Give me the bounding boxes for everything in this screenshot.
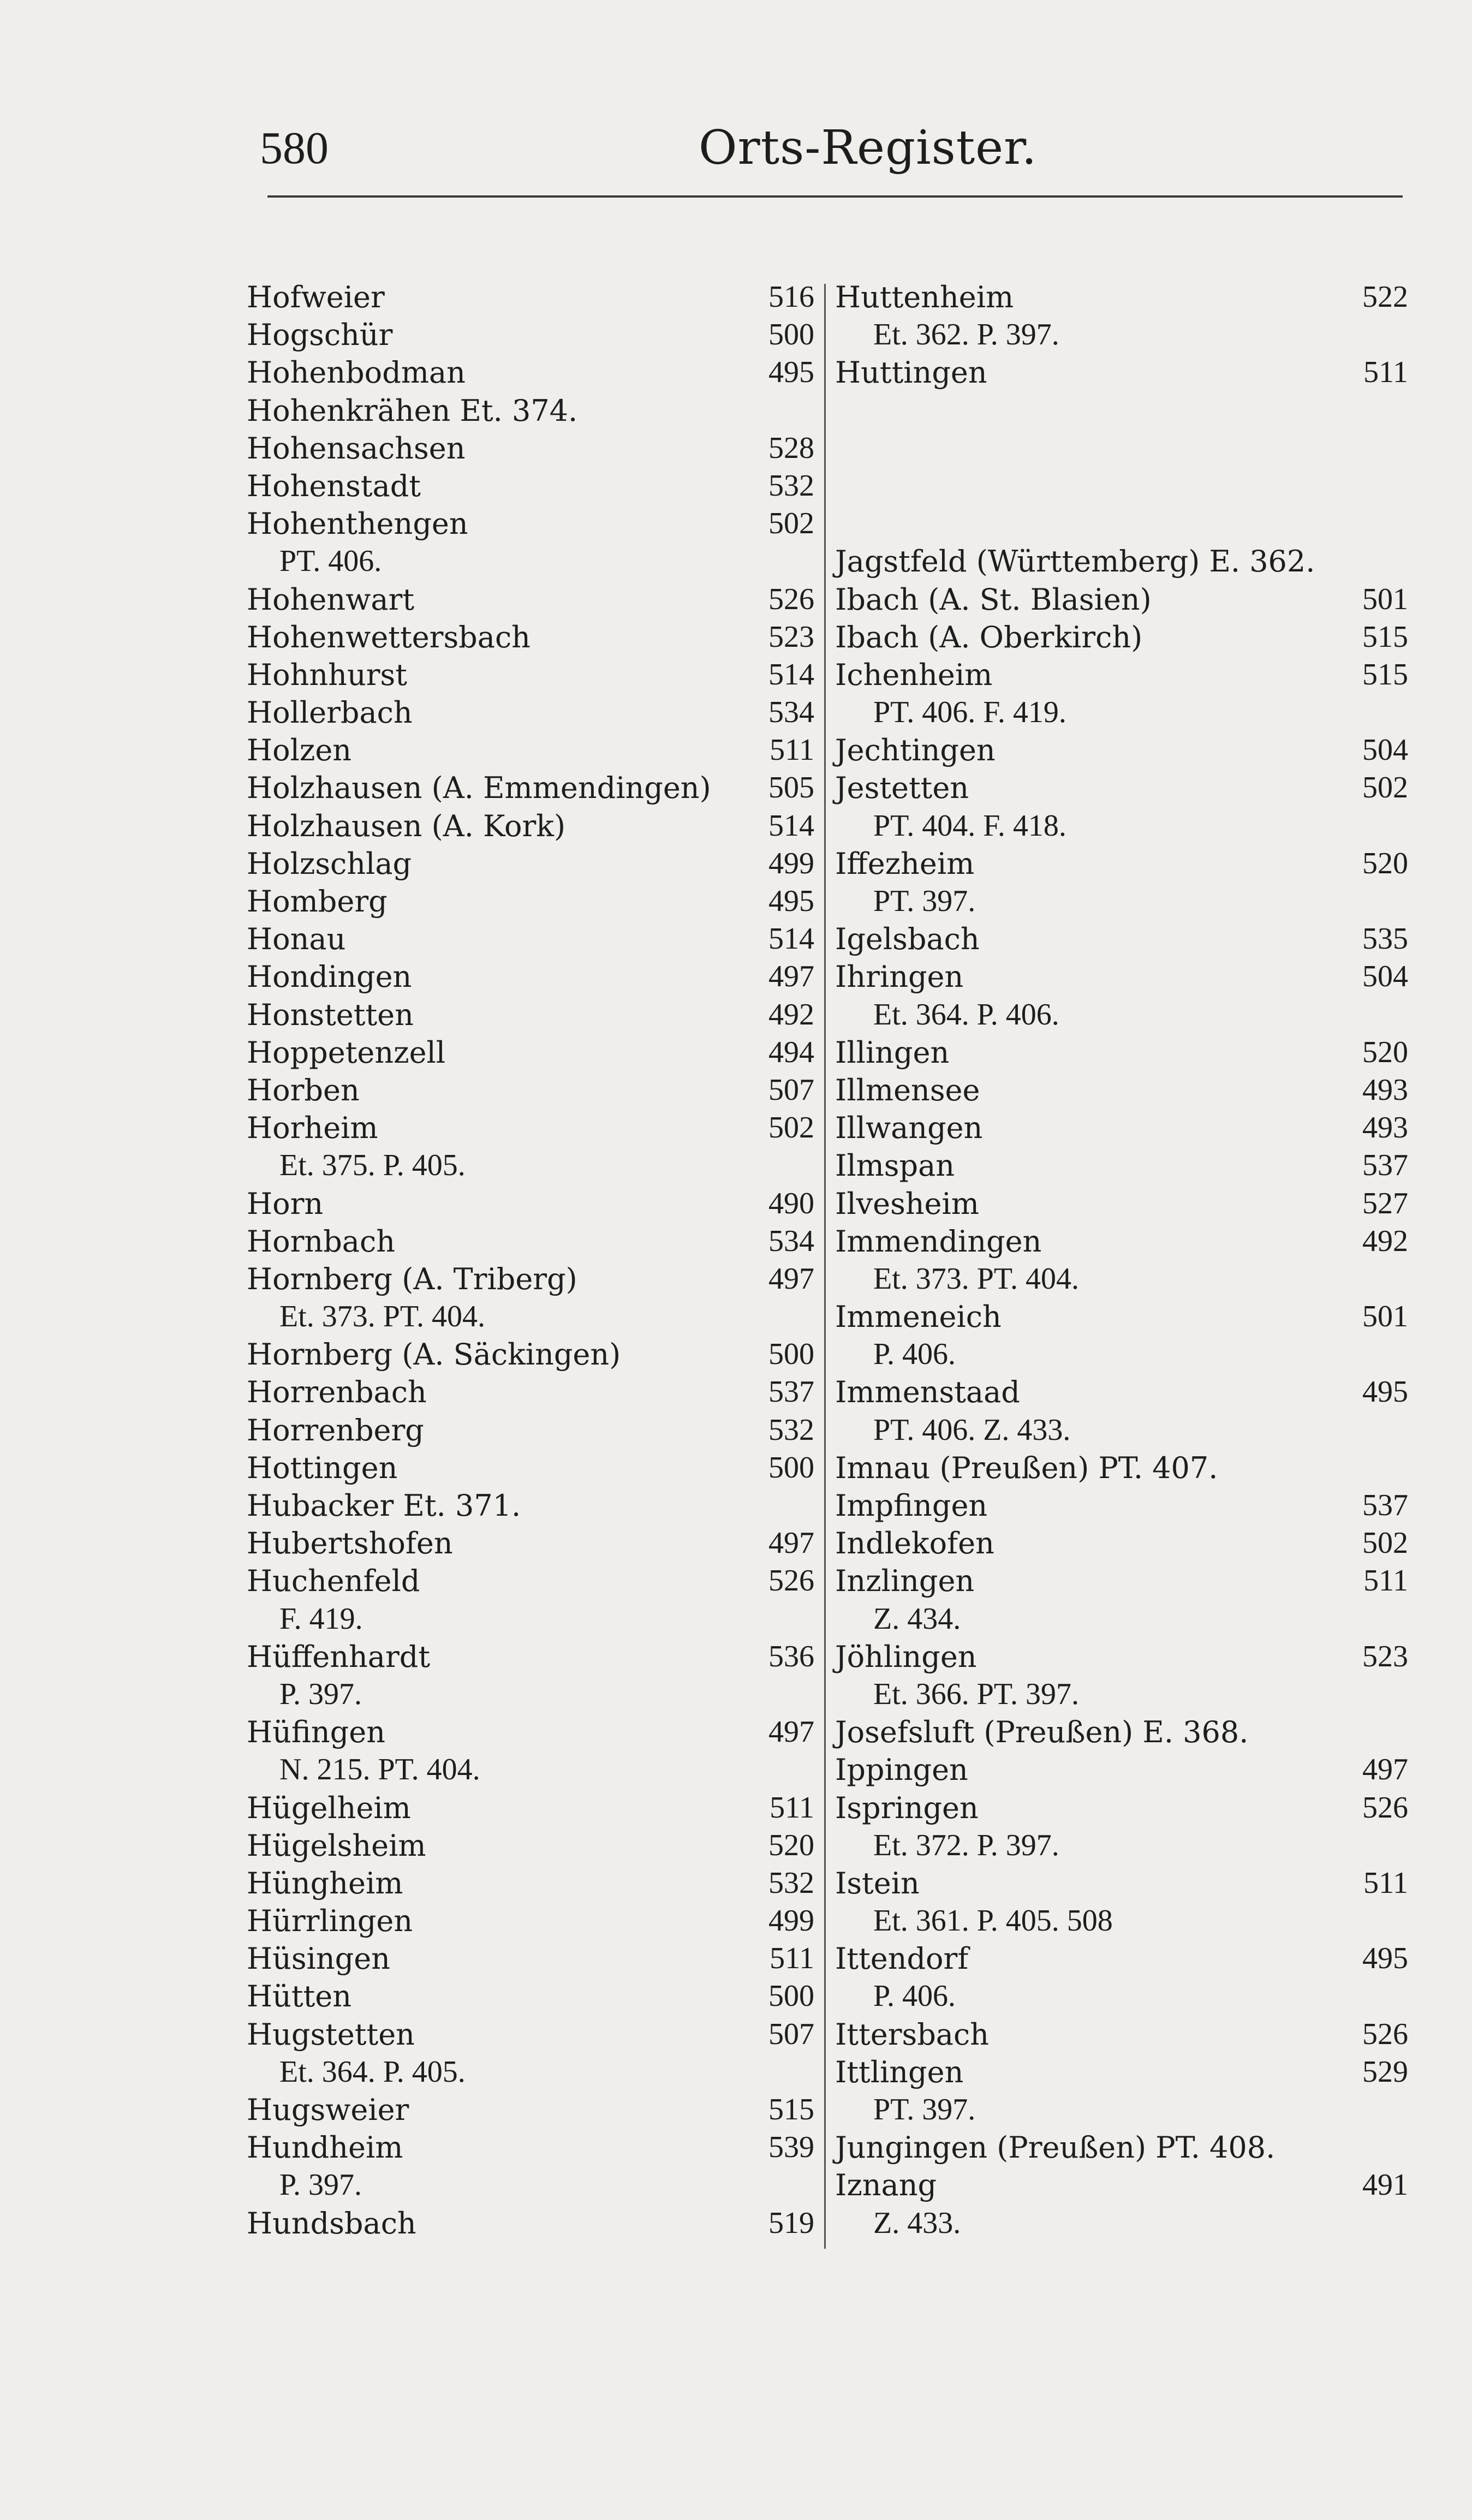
place-name: Ibach (A. Oberkirch) xyxy=(835,619,1143,654)
page-reference: 502 xyxy=(768,507,814,541)
place-name: Hüngheim xyxy=(247,1866,403,1901)
index-subentry xyxy=(247,543,814,580)
index-subentry xyxy=(835,1260,1408,1298)
place-name: Et. 364. P. 405. xyxy=(279,2054,466,2089)
place-name: Ilvesheim xyxy=(835,1186,979,1221)
place-name: PT. 406. xyxy=(279,544,382,579)
page-reference: 526 xyxy=(1362,1790,1408,1825)
page-reference: 497 xyxy=(768,1261,814,1296)
index-entry xyxy=(247,1487,814,1524)
page-reference: 537 xyxy=(1362,1148,1408,1183)
index-entry xyxy=(835,958,1408,996)
place-name: Jungingen (Preußen) PT. 408. xyxy=(835,2130,1276,2165)
place-name: Hoppetenzell xyxy=(247,1035,446,1070)
index-entry xyxy=(835,1789,1408,1827)
index-spacer xyxy=(835,392,1408,430)
place-name: Huttingen xyxy=(835,355,987,390)
index-entry xyxy=(247,731,814,769)
page-reference: 537 xyxy=(1362,1488,1408,1522)
index-entry xyxy=(835,543,1408,580)
page-reference: 516 xyxy=(768,280,814,314)
place-name: Iznang xyxy=(835,2168,937,2203)
place-name: Hohenwart xyxy=(247,582,415,617)
place-name: Hüffenhardt xyxy=(247,1639,431,1674)
column-divider xyxy=(824,284,826,2249)
page-reference: 504 xyxy=(1362,733,1408,767)
index-subentry xyxy=(247,1676,814,1713)
index-entry xyxy=(835,278,1408,316)
page-reference: 522 xyxy=(1362,280,1408,314)
index-entry xyxy=(835,1940,1408,1977)
index-entry xyxy=(835,769,1408,807)
place-name: P. 397. xyxy=(279,2168,362,2202)
page-reference: 526 xyxy=(1362,2017,1408,2051)
place-name: Hondingen xyxy=(247,960,412,994)
page-reference: 501 xyxy=(1362,1300,1408,1334)
page-reference: 497 xyxy=(768,1715,814,1749)
index-entry xyxy=(835,1864,1408,1902)
place-name: Jagstfeld (Württemberg) E. 362. xyxy=(835,544,1315,579)
index-subentry xyxy=(247,1147,814,1184)
index-entry xyxy=(247,1071,814,1109)
page-reference: 491 xyxy=(1362,2168,1408,2202)
index-entry xyxy=(835,1071,1408,1109)
index-spacer xyxy=(835,430,1408,467)
place-name: Immendingen xyxy=(835,1224,1042,1259)
index-entry xyxy=(247,2205,814,2242)
page-reference: 511 xyxy=(770,733,814,767)
page-reference: 536 xyxy=(768,1639,814,1673)
place-name: P. 406. xyxy=(873,1337,956,1372)
index-entry xyxy=(835,1109,1408,1147)
index-entry xyxy=(835,920,1408,958)
index-entry xyxy=(247,1638,814,1676)
page-reference: 492 xyxy=(768,997,814,1032)
place-name: Horn xyxy=(247,1186,324,1221)
index-entry xyxy=(835,656,1408,694)
index-entry xyxy=(835,1034,1408,1071)
index-subentry xyxy=(835,1336,1408,1373)
place-name: Et. 372. P. 397. xyxy=(873,1828,1059,1862)
index-entry xyxy=(247,1109,814,1147)
index-entry xyxy=(247,996,814,1034)
place-name: Jechtingen xyxy=(835,733,996,768)
place-name: Hubertshofen xyxy=(247,1526,453,1561)
index-entry xyxy=(835,1524,1408,1562)
place-name: F. 419. xyxy=(279,1601,363,1636)
place-name: Impfingen xyxy=(835,1488,988,1523)
index-entry xyxy=(835,1562,1408,1600)
index-subentry xyxy=(247,2166,814,2204)
page-reference: 532 xyxy=(768,468,814,503)
place-name: Homberg xyxy=(247,884,388,919)
page-reference: 523 xyxy=(768,619,814,654)
page-reference: 495 xyxy=(768,355,814,390)
page-reference: 493 xyxy=(1362,1111,1408,1145)
place-name: Illingen xyxy=(835,1035,950,1070)
index-entry xyxy=(247,1411,814,1449)
index-entry xyxy=(247,1562,814,1600)
place-name: Hügelsheim xyxy=(247,1828,426,1863)
page-reference: 507 xyxy=(768,1073,814,1107)
index-entry xyxy=(247,1902,814,1940)
page-reference: 520 xyxy=(768,1828,814,1862)
place-name: Hundsbach xyxy=(247,2206,416,2241)
page-reference: 500 xyxy=(768,1979,814,2013)
place-name: PT. 404. F. 418. xyxy=(873,808,1066,843)
place-name: Illwangen xyxy=(835,1111,983,1146)
index-entry xyxy=(247,920,814,958)
place-name: Holzschlag xyxy=(247,846,412,881)
page-reference: 501 xyxy=(1362,582,1408,616)
place-name: Josefsluft (Preußen) E. 368. xyxy=(835,1715,1249,1750)
index-entry xyxy=(247,1977,814,2015)
index-entry xyxy=(247,694,814,731)
place-name: Hüsingen xyxy=(247,1941,390,1976)
index-subentry xyxy=(835,996,1408,1034)
index-subentry xyxy=(247,2053,814,2091)
place-name: Horheim xyxy=(247,1111,378,1146)
index-entry xyxy=(247,1449,814,1487)
page-reference: 495 xyxy=(1362,1375,1408,1409)
place-name: Ippingen xyxy=(835,1753,968,1788)
index-entry xyxy=(247,1864,814,1902)
place-name: Ispringen xyxy=(835,1790,979,1825)
page-reference: 497 xyxy=(768,960,814,994)
place-name: Z. 434. xyxy=(873,1601,961,1636)
index-entry xyxy=(247,1524,814,1562)
place-name: Huttenheim xyxy=(835,280,1014,314)
index-entry xyxy=(247,1336,814,1373)
place-name: Hubacker Et. 371. xyxy=(247,1488,521,1523)
index-entry xyxy=(247,354,814,391)
place-name: Hollerbach xyxy=(247,695,413,730)
place-name: Immenstaad xyxy=(835,1375,1020,1410)
place-name: Hugstetten xyxy=(247,2017,415,2052)
place-name: Hornberg (A. Triberg) xyxy=(247,1261,577,1296)
place-name: N. 215. PT. 404. xyxy=(279,1753,480,1787)
index-entry xyxy=(835,1223,1408,1260)
page-reference: 511 xyxy=(1363,1564,1408,1598)
page-reference: 492 xyxy=(1362,1224,1408,1258)
place-name: Et. 373. PT. 404. xyxy=(873,1261,1079,1296)
page-reference: 527 xyxy=(1362,1186,1408,1220)
page-reference: 502 xyxy=(1362,771,1408,805)
place-name: Hogschür xyxy=(247,318,393,353)
place-name: Imnau (Preußen) PT. 407. xyxy=(835,1450,1218,1485)
page-reference: 534 xyxy=(768,695,814,730)
place-name: PT. 397. xyxy=(873,2093,976,2126)
page-reference: 500 xyxy=(768,1450,814,1485)
index-entry xyxy=(247,1940,814,1977)
page-reference: 526 xyxy=(768,1564,814,1598)
page-number: 580 xyxy=(260,123,329,174)
index-subentry xyxy=(835,2205,1408,2242)
place-name: Hohenkrähen Et. 374. xyxy=(247,393,578,428)
place-name: Hohenstadt xyxy=(247,468,421,503)
index-entry xyxy=(835,1487,1408,1524)
index-entry xyxy=(247,618,814,656)
index-entry xyxy=(835,1298,1408,1336)
page-reference: 500 xyxy=(768,318,814,352)
place-name: Illmensee xyxy=(835,1073,980,1107)
place-name: Honau xyxy=(247,922,346,957)
place-name: P. 406. xyxy=(873,1979,956,2013)
place-name: Et. 364. P. 406. xyxy=(873,997,1059,1032)
index-entry xyxy=(835,354,1408,391)
place-name: P. 397. xyxy=(279,1677,362,1711)
place-name: Hugsweier xyxy=(247,2093,409,2127)
place-name: Horben xyxy=(247,1073,360,1107)
index-subentry xyxy=(835,1827,1408,1864)
place-name: Ihringen xyxy=(835,960,964,994)
index-subentry xyxy=(835,694,1408,731)
place-name: Holzhausen (A. Kork) xyxy=(247,808,566,843)
place-name: PT. 406. F. 419. xyxy=(873,695,1066,730)
place-name: Hundheim xyxy=(247,2130,403,2165)
place-name: Et. 375. P. 405. xyxy=(279,1148,466,1183)
index-entry xyxy=(835,2053,1408,2091)
index-subentry xyxy=(835,1411,1408,1449)
place-name: Hohenthengen xyxy=(247,507,468,541)
place-name: Et. 361. P. 405. 508 xyxy=(873,1904,1113,1938)
place-name: PT. 406. Z. 433. xyxy=(873,1413,1071,1447)
index-entry xyxy=(247,316,814,354)
place-name: Huchenfeld xyxy=(247,1564,420,1599)
page-reference: 532 xyxy=(768,1413,814,1447)
index-entry xyxy=(247,2091,814,2129)
place-name: Immeneich xyxy=(835,1300,1002,1335)
left-column xyxy=(247,278,814,2242)
index-entry xyxy=(247,1789,814,1827)
page-reference: 511 xyxy=(770,1941,814,1976)
place-name: Et. 373. PT. 404. xyxy=(279,1300,485,1334)
place-name: Iffezheim xyxy=(835,846,975,881)
index-subentry xyxy=(835,1902,1408,1940)
index-subentry xyxy=(247,1600,814,1638)
page-reference: 497 xyxy=(1362,1753,1408,1787)
place-name: Istein xyxy=(835,1866,920,1901)
place-name: Hottingen xyxy=(247,1450,398,1485)
place-name: Hornbach xyxy=(247,1224,395,1259)
index-entry xyxy=(835,618,1408,656)
index-spacer xyxy=(835,505,1408,543)
index-entry xyxy=(247,1827,814,1864)
page-reference: 499 xyxy=(768,846,814,880)
page-reference: 502 xyxy=(1362,1526,1408,1560)
header-rule xyxy=(267,195,1403,198)
place-name: Ibach (A. St. Blasien) xyxy=(835,582,1152,617)
place-name: Holzen xyxy=(247,733,352,768)
place-name: Ichenheim xyxy=(835,657,993,692)
place-name: Inzlingen xyxy=(835,1564,975,1599)
place-name: Et. 362. P. 397. xyxy=(873,318,1059,352)
index-entry xyxy=(247,1034,814,1071)
index-entry xyxy=(835,2129,1408,2166)
page-reference: 507 xyxy=(768,2017,814,2051)
index-entry xyxy=(247,1260,814,1298)
index-entry xyxy=(247,845,814,883)
index-entry xyxy=(835,1147,1408,1184)
page-reference: 514 xyxy=(768,657,814,692)
page-reference: 520 xyxy=(1362,846,1408,880)
place-name: PT. 397. xyxy=(873,884,976,918)
index-subentry xyxy=(835,1977,1408,2015)
place-name: Jestetten xyxy=(835,771,969,806)
index-entry xyxy=(247,581,814,618)
place-name: Hügelheim xyxy=(247,1790,411,1825)
index-entry xyxy=(247,278,814,316)
place-name: Hohenwettersbach xyxy=(247,619,531,654)
index-subentry xyxy=(247,1298,814,1336)
index-subentry xyxy=(835,807,1408,845)
page-reference: 511 xyxy=(770,1790,814,1825)
index-entry xyxy=(247,958,814,996)
index-entry xyxy=(247,883,814,920)
page-reference: 539 xyxy=(768,2130,814,2165)
index-entry xyxy=(247,392,814,430)
page-reference: 526 xyxy=(768,582,814,616)
index-entry xyxy=(835,1751,1408,1789)
index-entry xyxy=(835,1185,1408,1223)
page-reference: 520 xyxy=(1362,1035,1408,1069)
page-reference: 529 xyxy=(1362,2054,1408,2089)
index-entry xyxy=(247,807,814,845)
page-reference: 528 xyxy=(768,431,814,465)
page-reference: 493 xyxy=(1362,1073,1408,1107)
index-entry xyxy=(835,581,1408,618)
page-reference: 511 xyxy=(1363,355,1408,390)
place-name: Hürrlingen xyxy=(247,1904,413,1939)
place-name: Hüfingen xyxy=(247,1715,385,1750)
index-entry xyxy=(247,769,814,807)
index-entry xyxy=(247,467,814,505)
index-subentry xyxy=(835,883,1408,920)
page-reference: 500 xyxy=(768,1337,814,1372)
page-reference: 523 xyxy=(1362,1639,1408,1673)
index-entry xyxy=(247,2129,814,2166)
page-reference: 535 xyxy=(1362,922,1408,956)
index-subentry xyxy=(835,2091,1408,2129)
index-entry xyxy=(247,430,814,467)
page-reference: 497 xyxy=(768,1526,814,1560)
index-entry xyxy=(835,1449,1408,1487)
page-reference: 495 xyxy=(768,884,814,918)
place-name: Holzhausen (A. Emmendingen) xyxy=(247,771,711,806)
index-entry xyxy=(835,1638,1408,1676)
index-subentry xyxy=(247,1751,814,1789)
page-reference: 504 xyxy=(1362,960,1408,994)
page-reference: 511 xyxy=(1363,1866,1408,1900)
index-subentry xyxy=(835,1676,1408,1713)
place-name: Ittendorf xyxy=(835,1941,969,1976)
page-reference: 515 xyxy=(1362,657,1408,692)
index-entry xyxy=(247,1223,814,1260)
index-spacer xyxy=(835,467,1408,505)
place-name: Ittlingen xyxy=(835,2054,964,2089)
page-reference: 494 xyxy=(768,1035,814,1069)
index-entry xyxy=(835,2166,1408,2204)
place-name: Indlekofen xyxy=(835,1526,994,1561)
page-reference: 515 xyxy=(768,2093,814,2126)
index-entry xyxy=(835,845,1408,883)
right-column xyxy=(835,278,1408,2242)
index-entry xyxy=(247,505,814,543)
index-entry xyxy=(247,1713,814,1751)
index-subentry xyxy=(835,1600,1408,1638)
page-reference: 514 xyxy=(768,808,814,843)
index-entry xyxy=(835,2016,1408,2053)
index-entry xyxy=(247,1185,814,1223)
page-reference: 499 xyxy=(768,1904,814,1938)
place-name: Et. 366. PT. 397. xyxy=(873,1677,1079,1711)
running-head: Orts-Register. xyxy=(699,121,1038,175)
index-entry xyxy=(247,1373,814,1411)
index-entry xyxy=(835,1713,1408,1751)
place-name: Hornberg (A. Säckingen) xyxy=(247,1337,621,1372)
index-entry xyxy=(247,2016,814,2053)
place-name: Ilmspan xyxy=(835,1148,955,1183)
place-name: Ittersbach xyxy=(835,2017,989,2052)
place-name: Horrenbach xyxy=(247,1375,427,1410)
page-reference: 532 xyxy=(768,1866,814,1900)
page-reference: 514 xyxy=(768,922,814,956)
index-entry xyxy=(835,1373,1408,1411)
place-name: Hohensachsen xyxy=(247,431,466,466)
place-name: Z. 433. xyxy=(873,2206,961,2240)
page-reference: 505 xyxy=(768,771,814,805)
place-name: Hofweier xyxy=(247,280,385,314)
page-reference: 490 xyxy=(768,1186,814,1220)
place-name: Horrenberg xyxy=(247,1413,424,1447)
page-reference: 515 xyxy=(1362,619,1408,654)
page-reference: 495 xyxy=(1362,1941,1408,1976)
index-subentry xyxy=(835,316,1408,354)
place-name: Hütten xyxy=(247,1979,352,2014)
place-name: Igelsbach xyxy=(835,922,980,957)
index-entry xyxy=(835,731,1408,769)
place-name: Hohnhurst xyxy=(247,657,407,692)
index-entry xyxy=(247,656,814,694)
page-reference: 534 xyxy=(768,1224,814,1258)
page-reference: 519 xyxy=(768,2206,814,2240)
place-name: Jöhlingen xyxy=(835,1639,977,1674)
place-name: Honstetten xyxy=(247,997,414,1032)
page-reference: 537 xyxy=(768,1375,814,1409)
page-reference: 502 xyxy=(768,1111,814,1145)
place-name: Hohenbodman xyxy=(247,355,466,390)
